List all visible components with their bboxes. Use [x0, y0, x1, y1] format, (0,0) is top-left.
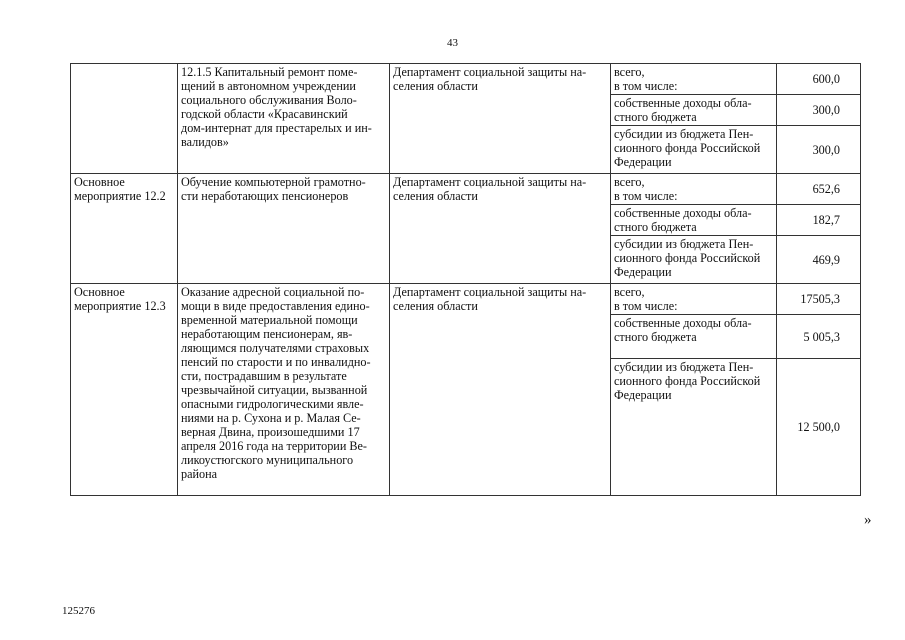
funding-source-cell	[611, 174, 777, 205]
text-line: селения области	[393, 299, 478, 313]
text-line: сти, пострадавшим в результате	[181, 369, 347, 383]
funding-amount-cell: 469,9	[777, 236, 861, 284]
text-line: временной материальной помощи	[181, 313, 358, 327]
text-line: годской области «Красавинский	[181, 107, 348, 121]
text-line: мощи в виде предоставления едино-	[181, 299, 370, 313]
funding-source-cell	[611, 359, 777, 496]
text-line: субсидии из бюджета Пен-	[614, 127, 754, 141]
text-line: сионного фонда Российской	[614, 374, 761, 388]
document-code: 125276	[62, 605, 95, 617]
text-line: в том числе:	[614, 299, 678, 313]
funding-amount-cell: 600,0	[777, 64, 861, 95]
text-line: собственные доходы обла-	[614, 206, 752, 220]
text-line: валидов»	[181, 135, 229, 149]
row-description-cell	[178, 284, 390, 496]
text-line: сти неработающих пенсионеров	[181, 189, 349, 203]
text-line: в том числе:	[614, 79, 678, 93]
page-number: 43	[447, 37, 458, 49]
row-label-cell	[71, 64, 178, 174]
funding-amount-cell: 12 500,0	[777, 359, 861, 496]
text-line: верная Двина, произошедшими 17	[181, 425, 360, 439]
funding-amount-cell: 182,7	[777, 205, 861, 236]
table-row	[71, 284, 861, 315]
program-table-body	[71, 64, 861, 496]
text-line: всего,	[614, 175, 645, 189]
text-line: субсидии из бюджета Пен-	[614, 360, 754, 374]
text-line: мероприятие 12.3	[74, 299, 166, 313]
text-line: селения области	[393, 189, 478, 203]
text-line: Федерации	[614, 265, 672, 279]
row-label-cell	[71, 284, 178, 496]
text-line: сионного фонда Российской	[614, 251, 761, 265]
text-line: опасными гидрологическими явле-	[181, 397, 364, 411]
text-line: субсидии из бюджета Пен-	[614, 237, 754, 251]
funding-source-cell	[611, 205, 777, 236]
text-line: апреля 2016 года на территории Ве-	[181, 439, 367, 453]
text-line: селения области	[393, 79, 478, 93]
table-row	[71, 174, 861, 205]
funding-source-cell	[611, 236, 777, 284]
text-line: стного бюджета	[614, 220, 697, 234]
text-line: сионного фонда Российской	[614, 141, 761, 155]
text-line: Оказание адресной социальной по-	[181, 285, 365, 299]
closing-quote: »	[864, 512, 872, 528]
text-line: стного бюджета	[614, 330, 697, 344]
text-line: чрезвычайной ситуации, вызванной	[181, 383, 368, 397]
text-line: социального обслуживания Воло-	[181, 93, 357, 107]
text-line: мероприятие 12.2	[74, 189, 166, 203]
row-label-cell	[71, 174, 178, 284]
funding-source-cell	[611, 95, 777, 126]
row-executor-cell	[390, 284, 611, 496]
funding-amount-cell: 300,0	[777, 95, 861, 126]
text-line: дом-интернат для престарелых и ин-	[181, 121, 372, 135]
row-executor-cell	[390, 174, 611, 284]
row-description-cell	[178, 64, 390, 174]
row-executor-cell	[390, 64, 611, 174]
text-line: щений в автономном учреждении	[181, 79, 356, 93]
text-line: ликоустюгского муниципального	[181, 453, 354, 467]
text-line: в том числе:	[614, 189, 678, 203]
text-line: собственные доходы обла-	[614, 316, 752, 330]
text-line: пенсий по старости и по инвалидно-	[181, 355, 371, 369]
funding-amount-cell: 17505,3	[777, 284, 861, 315]
funding-source-cell	[611, 126, 777, 174]
text-line: Департамент социальной защиты на-	[393, 65, 587, 79]
funding-source-cell	[611, 64, 777, 95]
text-line: всего,	[614, 65, 645, 79]
text-line: ниями на р. Сухона и р. Малая Се-	[181, 411, 361, 425]
text-line: Основное	[74, 285, 125, 299]
text-line: Департамент социальной защиты на-	[393, 175, 587, 189]
funding-amount-cell: 652,6	[777, 174, 861, 205]
text-line: 12.1.5 Капитальный ремонт поме-	[181, 65, 358, 79]
text-line: Обучение компьютерной грамотно-	[181, 175, 366, 189]
text-line: Департамент социальной защиты на-	[393, 285, 587, 299]
funding-source-cell	[611, 315, 777, 359]
text-line: всего,	[614, 285, 645, 299]
text-line: Федерации	[614, 155, 672, 169]
text-line: собственные доходы обла-	[614, 96, 752, 110]
funding-amount-cell: 300,0	[777, 126, 861, 174]
text-line: ляющимся получателями страховых	[181, 341, 370, 355]
funding-source-cell	[611, 284, 777, 315]
text-line: Основное	[74, 175, 125, 189]
table-row	[71, 64, 861, 95]
row-description-cell	[178, 174, 390, 284]
text-line: Федерации	[614, 388, 672, 402]
text-line: района	[181, 467, 218, 481]
funding-amount-cell: 5 005,3	[777, 315, 861, 359]
text-line: неработающим пенсионерам, яв-	[181, 327, 353, 341]
program-table	[70, 63, 861, 496]
text-line: стного бюджета	[614, 110, 697, 124]
